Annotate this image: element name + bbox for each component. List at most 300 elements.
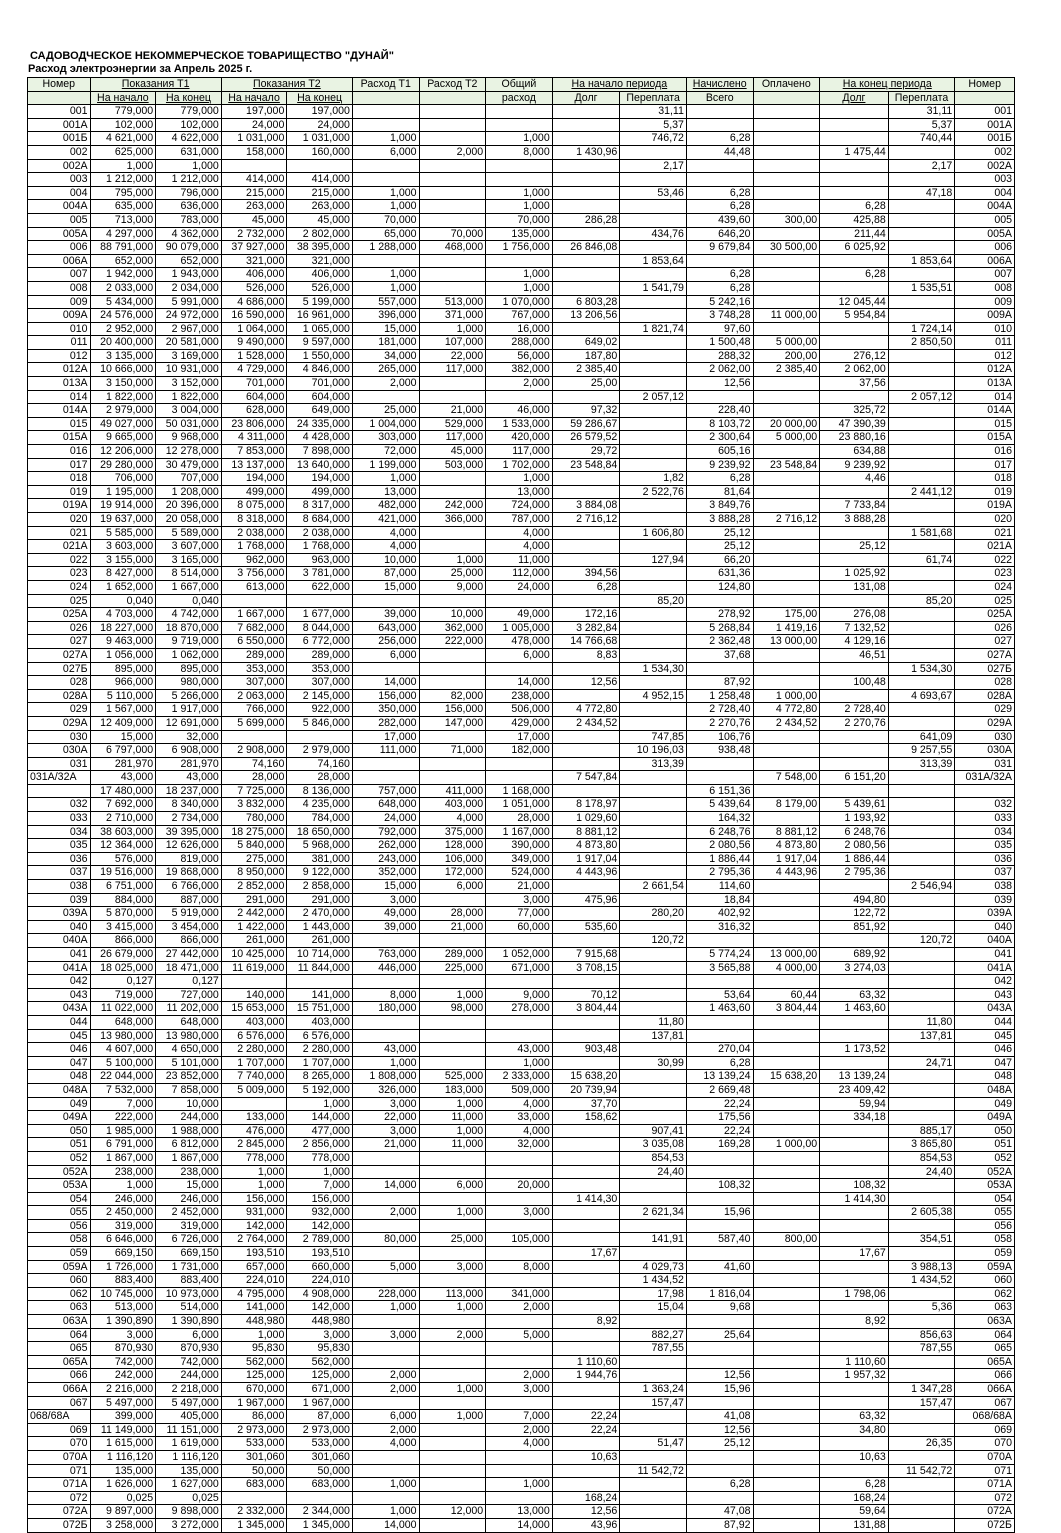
table-cell: 45,000 [287, 213, 353, 227]
table-cell: 439,60 [686, 213, 753, 227]
table-cell [486, 1151, 553, 1165]
table-cell: 3 849,76 [686, 499, 753, 513]
table-cell: 411,000 [419, 784, 486, 798]
table-cell: 43,96 [552, 1518, 620, 1532]
table-cell: 11 202,000 [156, 1002, 222, 1016]
table-cell: 885,17 [888, 1124, 955, 1138]
table-cell: 1 988,000 [156, 1124, 222, 1138]
table-cell: 1 886,44 [820, 852, 889, 866]
table-cell: 747,85 [620, 730, 687, 744]
table-cell: 740,44 [888, 132, 955, 146]
table-cell: 23 409,42 [820, 1083, 889, 1097]
table-cell: 622,000 [287, 580, 353, 594]
table-row [28, 1383, 1015, 1397]
table-cell: 475,96 [552, 893, 620, 907]
table-cell [552, 907, 620, 921]
table-cell [352, 254, 419, 268]
table-cell [820, 880, 889, 894]
table-cell [753, 1437, 820, 1451]
table-cell: 313,39 [620, 757, 687, 771]
table-cell: 7 132,52 [820, 621, 889, 635]
table-cell: 040А [955, 934, 1015, 948]
table-cell: 228,40 [686, 404, 753, 418]
table-cell: 067 [955, 1396, 1015, 1410]
table-cell [620, 1369, 687, 1383]
table-row [28, 1070, 1015, 1084]
table-cell: 8 103,72 [686, 417, 753, 431]
table-cell: 7 853,000 [221, 445, 287, 459]
table-cell: 2 062,00 [820, 363, 889, 377]
table-cell: 66,20 [686, 553, 753, 567]
table-cell: 1,000 [419, 1301, 486, 1315]
table-cell: 1,000 [486, 200, 553, 214]
table-cell [620, 309, 687, 323]
table-cell: 660,000 [287, 1260, 353, 1274]
table-cell [888, 961, 955, 975]
table-cell: 61,74 [888, 553, 955, 567]
table-cell: 11 000,00 [753, 309, 820, 323]
table-cell: 124,80 [686, 580, 753, 594]
table-cell: 013А [955, 377, 1015, 391]
table-cell: 648,000 [90, 1015, 156, 1029]
table-cell [820, 1437, 889, 1451]
table-cell: 141,000 [287, 988, 353, 1002]
header-charged: Начислено [686, 78, 753, 92]
table-cell: 341,000 [486, 1287, 553, 1301]
table-cell: 276,12 [820, 349, 889, 363]
table-cell: 499,000 [287, 485, 353, 499]
table-cell: 2 033,000 [90, 281, 156, 295]
table-cell: 001Б [28, 132, 91, 146]
table-cell: 766,000 [221, 703, 287, 717]
table-cell: 007 [955, 268, 1015, 282]
table-cell: 6,000 [352, 145, 419, 159]
table-cell: 228,000 [352, 1287, 419, 1301]
table-cell: 6 151,36 [686, 784, 753, 798]
table-cell: 5 497,000 [90, 1396, 156, 1410]
table-cell [352, 173, 419, 187]
table-cell: 1,000 [419, 1097, 486, 1111]
table-cell [820, 336, 889, 350]
table-cell [820, 757, 889, 771]
table-cell [753, 390, 820, 404]
table-cell: 1,000 [352, 281, 419, 295]
table-cell: 048 [955, 1070, 1015, 1084]
table-cell [888, 716, 955, 730]
header-period-start: На начало периода [552, 78, 686, 92]
table-cell: 1,000 [352, 1301, 419, 1315]
table-cell: 414,000 [221, 173, 287, 187]
table-cell: 2 764,000 [221, 1233, 287, 1247]
table-cell: 005А [955, 227, 1015, 241]
table-cell: 1 390,890 [90, 1315, 156, 1329]
table-row [28, 1151, 1015, 1165]
table-cell: 72,000 [352, 445, 419, 459]
table-cell: 008 [28, 281, 91, 295]
table-cell: 1 768,000 [287, 540, 353, 554]
table-cell [753, 812, 820, 826]
table-cell: 2,000 [486, 1423, 553, 1437]
table-cell: 980,000 [156, 676, 222, 690]
table-cell: 2 734,000 [156, 812, 222, 826]
table-cell: 1 677,000 [287, 608, 353, 622]
table-cell: 2 080,56 [686, 839, 753, 853]
table-cell: 242,000 [90, 1369, 156, 1383]
table-cell: 4 311,000 [221, 431, 287, 445]
table-cell [486, 1247, 553, 1261]
table-cell: 187,80 [552, 349, 620, 363]
table-cell [620, 1002, 687, 1016]
table-cell: 17,67 [820, 1247, 889, 1261]
table-cell: 10,000 [156, 1097, 222, 1111]
table-cell [419, 1056, 486, 1070]
table-row [28, 635, 1015, 649]
table-cell: 18 025,000 [90, 961, 156, 975]
table-cell: 037 [955, 866, 1015, 880]
table-cell: 002А [28, 159, 91, 173]
table-cell: 6 550,000 [221, 635, 287, 649]
table-cell: 021А [955, 540, 1015, 554]
table-cell: 019А [955, 499, 1015, 513]
table-cell: 6 576,000 [221, 1029, 287, 1043]
table-cell: 652,000 [90, 254, 156, 268]
table-cell [686, 105, 753, 119]
table-cell [620, 621, 687, 635]
table-cell: 1,000 [352, 186, 419, 200]
table-cell [686, 1165, 753, 1179]
table-cell: 796,000 [156, 186, 222, 200]
table-cell: 59 286,67 [552, 417, 620, 431]
table-cell: 4 621,000 [90, 132, 156, 146]
table-cell: 2 385,40 [552, 363, 620, 377]
table-cell: 763,000 [352, 948, 419, 962]
table-cell [352, 1274, 419, 1288]
table-cell: 065 [955, 1342, 1015, 1356]
table-cell: 1 000,00 [753, 1138, 820, 1152]
table-cell: 15,000 [90, 730, 156, 744]
table-cell: 631,36 [686, 567, 753, 581]
table-cell: 23 806,000 [221, 417, 287, 431]
table-cell: 8,000 [486, 1260, 553, 1274]
table-cell: 024 [955, 580, 1015, 594]
table-row [28, 159, 1015, 173]
table-cell: 6,28 [686, 281, 753, 295]
table-cell: 2 850,50 [888, 336, 955, 350]
table-cell: 1 667,000 [221, 608, 287, 622]
table-cell: 8,000 [486, 145, 553, 159]
table-cell: 13,000 [352, 485, 419, 499]
table-cell: 8 514,000 [156, 567, 222, 581]
table-cell: 783,000 [156, 213, 222, 227]
table-cell [888, 988, 955, 1002]
table-cell: 064 [955, 1328, 1015, 1342]
table-cell: 1 031,000 [287, 132, 353, 146]
table-cell [820, 1056, 889, 1070]
table-row [28, 349, 1015, 363]
table-cell: 147,000 [419, 716, 486, 730]
table-cell: 2 362,48 [686, 635, 753, 649]
table-cell: 2 605,38 [888, 1206, 955, 1220]
table-cell: 4 443,96 [552, 866, 620, 880]
table-cell: 019 [28, 485, 91, 499]
table-cell [419, 934, 486, 948]
table-cell: 066А [955, 1383, 1015, 1397]
table-cell [552, 553, 620, 567]
table-cell: 001 [28, 105, 91, 119]
table-cell: 26,35 [888, 1437, 955, 1451]
table-cell: 1,000 [486, 472, 553, 486]
table-row [28, 948, 1015, 962]
table-cell [888, 200, 955, 214]
table-cell [419, 594, 486, 608]
table-cell: 1 258,48 [686, 689, 753, 703]
table-cell [486, 1015, 553, 1029]
table-cell: 509,000 [486, 1083, 553, 1097]
table-cell: 1 798,06 [820, 1287, 889, 1301]
table-cell: 683,000 [287, 1478, 353, 1492]
table-cell: 041 [28, 948, 91, 962]
table-cell: 11,80 [888, 1015, 955, 1029]
table-cell: 2 967,000 [156, 322, 222, 336]
table-cell: 646,20 [686, 227, 753, 241]
table-cell: 313,39 [888, 757, 955, 771]
table-cell: 95,830 [221, 1342, 287, 1356]
table-cell: 031 [955, 757, 1015, 771]
table-cell [620, 975, 687, 989]
table-cell: 6,28 [686, 200, 753, 214]
table-cell [888, 1097, 955, 1111]
table-cell: 15,04 [620, 1301, 687, 1315]
table-cell: 21,000 [486, 880, 553, 894]
table-cell: 042 [955, 975, 1015, 989]
table-cell [352, 390, 419, 404]
table-cell [486, 1396, 553, 1410]
table-cell: 2,000 [419, 1328, 486, 1342]
table-cell: 027Б [28, 662, 91, 676]
table-cell: 041А [28, 961, 91, 975]
table-cell: 065А [28, 1355, 91, 1369]
table-cell: 049А [955, 1111, 1015, 1125]
table-cell: 106,000 [419, 852, 486, 866]
table-cell: 047 [28, 1056, 91, 1070]
table-cell: 2 038,000 [221, 526, 287, 540]
table-cell [686, 159, 753, 173]
table-cell: 26 846,08 [552, 241, 620, 255]
table-row [28, 322, 1015, 336]
table-cell: 87,92 [686, 1518, 753, 1532]
table-cell [888, 703, 955, 717]
table-cell [888, 907, 955, 921]
table-cell [552, 662, 620, 676]
table-cell: 3,000 [352, 893, 419, 907]
table-cell: 414,000 [287, 173, 353, 187]
table-cell: 1 500,48 [686, 336, 753, 350]
table-cell [552, 159, 620, 173]
table-cell: 25,00 [552, 377, 620, 391]
table-row [28, 1464, 1015, 1478]
table-cell: 907,41 [620, 1124, 687, 1138]
table-cell: 5,000 [352, 1260, 419, 1274]
table-cell [686, 1450, 753, 1464]
table-cell: 635,000 [90, 200, 156, 214]
table-cell: 18 237,000 [156, 784, 222, 798]
table-cell: 587,40 [686, 1233, 753, 1247]
table-cell: 243,000 [352, 852, 419, 866]
table-cell [888, 798, 955, 812]
table-cell: 002 [28, 145, 91, 159]
table-cell [753, 1219, 820, 1233]
table-cell [686, 1315, 753, 1329]
table-cell: 8 684,000 [287, 513, 353, 527]
table-cell: 2,000 [352, 1369, 419, 1383]
table-cell: 85,20 [888, 594, 955, 608]
table-cell: 135,000 [90, 1464, 156, 1478]
subheader-cell: Переплата [620, 91, 687, 105]
table-cell [888, 268, 955, 282]
table-cell [753, 1505, 820, 1519]
table-cell [888, 1478, 955, 1492]
table-cell [820, 132, 889, 146]
table-cell: 2 795,36 [820, 866, 889, 880]
table-cell: 23 880,16 [820, 431, 889, 445]
table-row [28, 621, 1015, 635]
table-cell [753, 893, 820, 907]
table-cell: 46,51 [820, 648, 889, 662]
table-cell: 1 944,76 [552, 1369, 620, 1383]
table-cell: 15 751,000 [287, 1002, 353, 1016]
table-cell: 037 [28, 866, 91, 880]
table-cell: 301,060 [221, 1450, 287, 1464]
table-cell: 046 [955, 1043, 1015, 1057]
table-cell [753, 757, 820, 771]
table-cell: 24,000 [287, 118, 353, 132]
table-cell [620, 540, 687, 554]
table-cell [753, 676, 820, 690]
table-cell: 74,160 [287, 757, 353, 771]
table-cell: 1 062,000 [156, 648, 222, 662]
table-cell [888, 377, 955, 391]
table-cell: 70,12 [552, 988, 620, 1002]
table-cell [888, 1111, 955, 1125]
table-cell [753, 594, 820, 608]
table-cell: 26 579,52 [552, 431, 620, 445]
table-cell: 244,000 [156, 1111, 222, 1125]
table-cell: 10 666,000 [90, 363, 156, 377]
table-cell: 4 000,00 [753, 961, 820, 975]
table-cell [552, 254, 620, 268]
subheader-cell: расход [486, 91, 553, 105]
table-cell [820, 1328, 889, 1342]
table-cell: 3 274,03 [820, 961, 889, 975]
table-cell [419, 730, 486, 744]
table-cell: 6,28 [820, 200, 889, 214]
table-cell: 1 550,000 [287, 349, 353, 363]
table-cell: 3 282,84 [552, 621, 620, 635]
table-cell: 12,56 [686, 1423, 753, 1437]
table-cell [486, 594, 553, 608]
table-cell [419, 757, 486, 771]
table-cell: 009А [28, 309, 91, 323]
table-cell [888, 404, 955, 418]
table-cell: 261,000 [221, 934, 287, 948]
table-cell: 8 950,000 [221, 866, 287, 880]
table-cell: 1 031,000 [221, 132, 287, 146]
table-cell: 2 452,000 [156, 1206, 222, 1220]
table-cell [888, 866, 955, 880]
table-cell [419, 1355, 486, 1369]
table-cell: 044 [955, 1015, 1015, 1029]
table-cell: 5 101,000 [156, 1056, 222, 1070]
table-cell: 399,000 [90, 1410, 156, 1424]
table-cell: 6,000 [419, 880, 486, 894]
table-cell: 054 [28, 1192, 91, 1206]
table-cell: 156,000 [221, 1192, 287, 1206]
table-cell: 37 927,000 [221, 241, 287, 255]
table-cell: 045 [955, 1029, 1015, 1043]
table-cell: 018 [955, 472, 1015, 486]
table-cell [620, 893, 687, 907]
table-cell: 12,56 [552, 1505, 620, 1519]
table-cell [888, 241, 955, 255]
table-cell: 8 317,000 [287, 499, 353, 513]
table-cell: 4 443,96 [753, 866, 820, 880]
table-cell: 3,000 [486, 1383, 553, 1397]
table-cell [753, 553, 820, 567]
table-cell: 029 [955, 703, 1015, 717]
table-cell: 031А/32А [955, 771, 1015, 785]
table-cell [552, 1437, 620, 1451]
table-cell: 026 [955, 621, 1015, 635]
table-cell [287, 1491, 353, 1505]
table-cell [753, 322, 820, 336]
table-cell [888, 1423, 955, 1437]
table-cell: 041 [955, 948, 1015, 962]
table-cell: 5 009,000 [221, 1083, 287, 1097]
table-cell: 001 [955, 105, 1015, 119]
table-cell: 3 169,000 [156, 349, 222, 363]
table-cell: 6,000 [486, 648, 553, 662]
table-cell: 133,000 [221, 1111, 287, 1125]
table-cell: 533,000 [221, 1437, 287, 1451]
table-cell: 1 627,000 [156, 1478, 222, 1492]
table-cell: 81,64 [686, 485, 753, 499]
table-cell: 001А [955, 118, 1015, 132]
table-cell: 1 056,000 [90, 648, 156, 662]
table-cell: 9,000 [419, 580, 486, 594]
table-cell: 025 [955, 594, 1015, 608]
table-cell [620, 676, 687, 690]
table-cell: 014А [955, 404, 1015, 418]
table-cell: 282,000 [352, 716, 419, 730]
table-row [28, 703, 1015, 717]
table-cell: 82,000 [419, 689, 486, 703]
table-row [28, 1002, 1015, 1016]
table-cell [753, 1015, 820, 1029]
table-cell: 3 272,000 [156, 1518, 222, 1532]
table-cell: 021А [28, 540, 91, 554]
table-cell [753, 145, 820, 159]
table-row [28, 880, 1015, 894]
table-cell [753, 295, 820, 309]
table-cell: 671,000 [287, 1383, 353, 1397]
table-cell: 036 [28, 852, 91, 866]
table-cell [552, 472, 620, 486]
table-cell: 883,400 [156, 1274, 222, 1288]
table-row [28, 513, 1015, 527]
table-cell: 59,64 [820, 1505, 889, 1519]
table-cell [419, 1437, 486, 1451]
table-cell: 56,000 [486, 349, 553, 363]
